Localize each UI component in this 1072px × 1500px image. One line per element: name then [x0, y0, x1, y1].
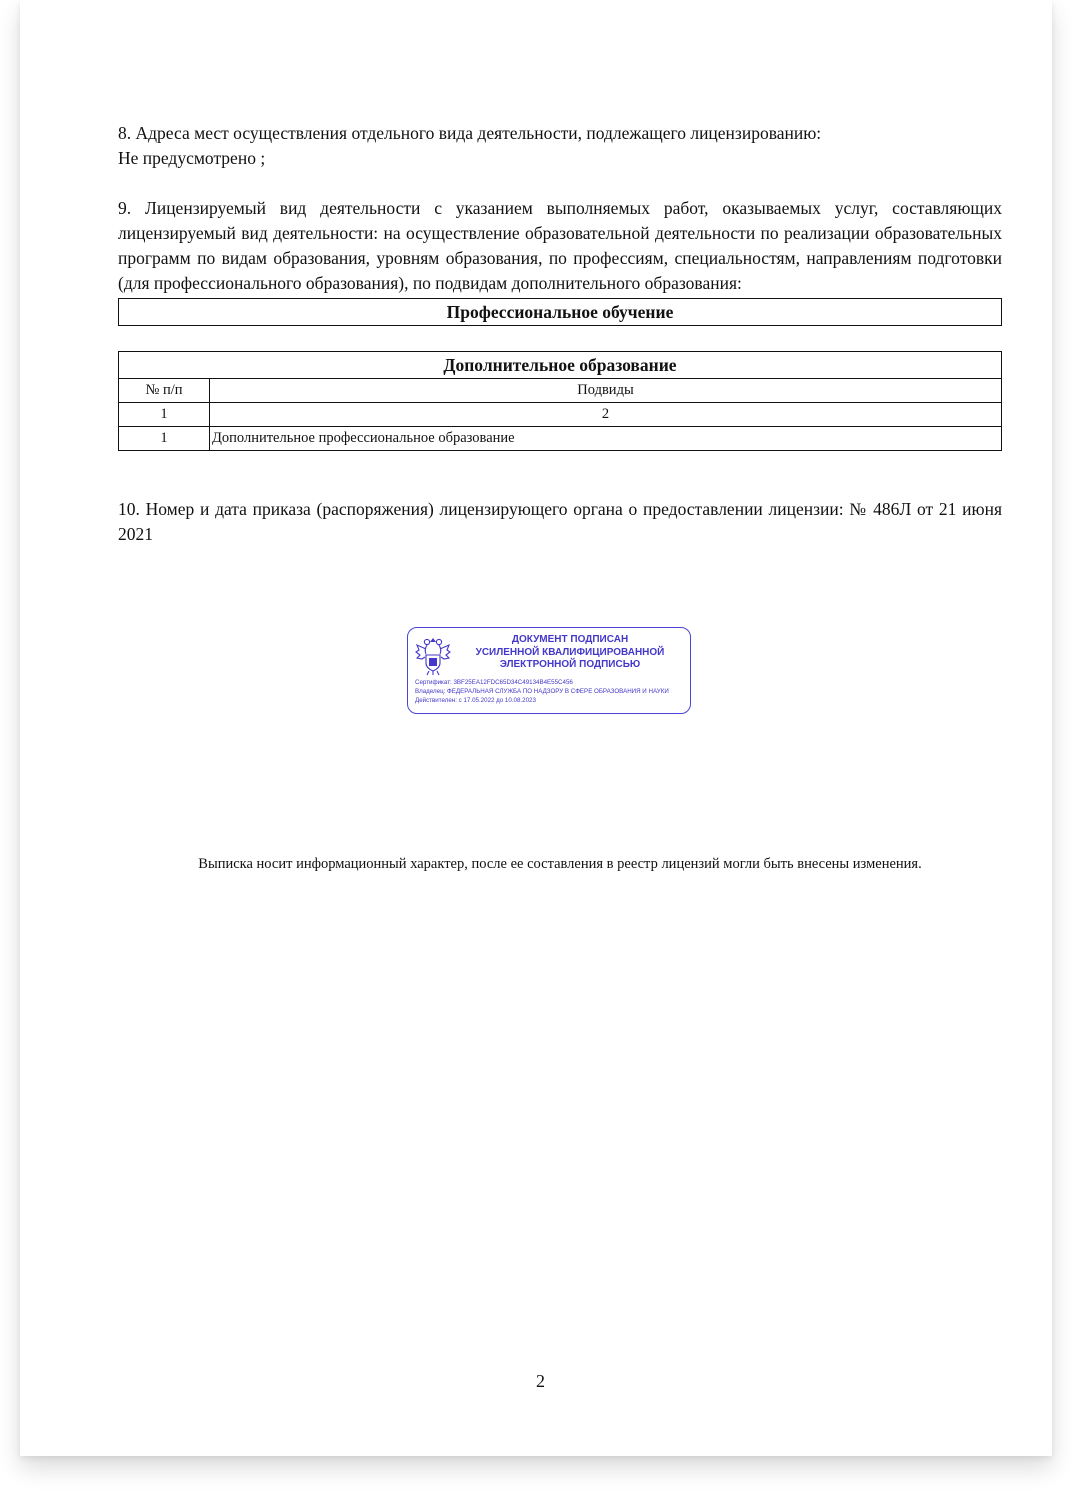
coat-of-arms-icon: [415, 636, 451, 676]
row-subtype-cell: Дополнительное профессиональное образование: [210, 427, 1002, 451]
table-header-row: [119, 379, 1002, 403]
stamp-title-line-2: УСИЛЕННОЙ КВАЛИФИЦИРОВАННОЙ: [475, 646, 665, 658]
stamp-validity: Действителен: с 17.05.2022 до 10.08.2023: [415, 696, 536, 704]
column-numbers-row: [119, 403, 1002, 427]
stamp-title: [456, 634, 684, 672]
stamp-details: [415, 679, 687, 705]
electronic-signature-stamp: [407, 627, 691, 714]
column-number-2: 2: [210, 403, 1002, 427]
page-number: 2: [536, 1371, 545, 1391]
column-header-number: № п/п: [119, 379, 210, 403]
professional-training-table: [118, 298, 1002, 326]
additional-education-table: [118, 351, 1002, 451]
section-10-text: 10. Номер и дата приказа (распоряжения) лицензирующего органа о предоставлении лицензии: № 486Л от 21 июня 2021: [118, 499, 1002, 544]
document-content: [118, 121, 1002, 547]
section-8-value: Не предусмотрено ;: [118, 148, 266, 168]
column-number-1: 1: [119, 403, 210, 427]
row-number-cell: 1: [119, 427, 210, 451]
stamp-title-line-1: ДОКУМЕНТ ПОДПИСАН: [511, 634, 629, 645]
stamp-owner: Владелец: ФЕДЕРАЛЬНАЯ СЛУЖБА ПО НАДЗОРУ В СФЕРЕ ОБРАЗОВАНИЯ И НАУКИ: [415, 687, 669, 695]
stamp-certificate: Сертификат: 3BF25EA12FDC65D34C49134B4E55C456: [415, 679, 573, 686]
additional-education-title: Дополнительное образование: [119, 352, 1002, 379]
stamp-title-line-3: ЭЛЕКТРОННОЙ ПОДПИСЬЮ: [499, 659, 641, 670]
section-9-text: 9. Лицензируемый вид деятельности с указанием выполняемых работ, оказываемых услуг, составляющих лицензируемый вид деятельности: на осуществление образовательной деятельности по реализации образовательных программ по видам образования, уровням образования, по профессиям, специальностям, направлениям подготовки (для профессионального образования), по подвидам дополнительного образования:: [118, 198, 1002, 293]
section-8: [118, 121, 1002, 171]
footer-note: Выписка носит информационный характер, после ее составления в реестр лицензий могли быть внесены изменения.: [198, 856, 922, 872]
professional-training-title: Профессиональное обучение: [119, 299, 1002, 326]
document-page: [20, 0, 1052, 1456]
table-row: [119, 427, 1002, 451]
section-8-heading: 8. Адреса мест осуществления отдельного вида деятельности, подлежащего лицензированию:: [118, 123, 822, 143]
column-header-subtypes: Подвиды: [210, 379, 1002, 403]
